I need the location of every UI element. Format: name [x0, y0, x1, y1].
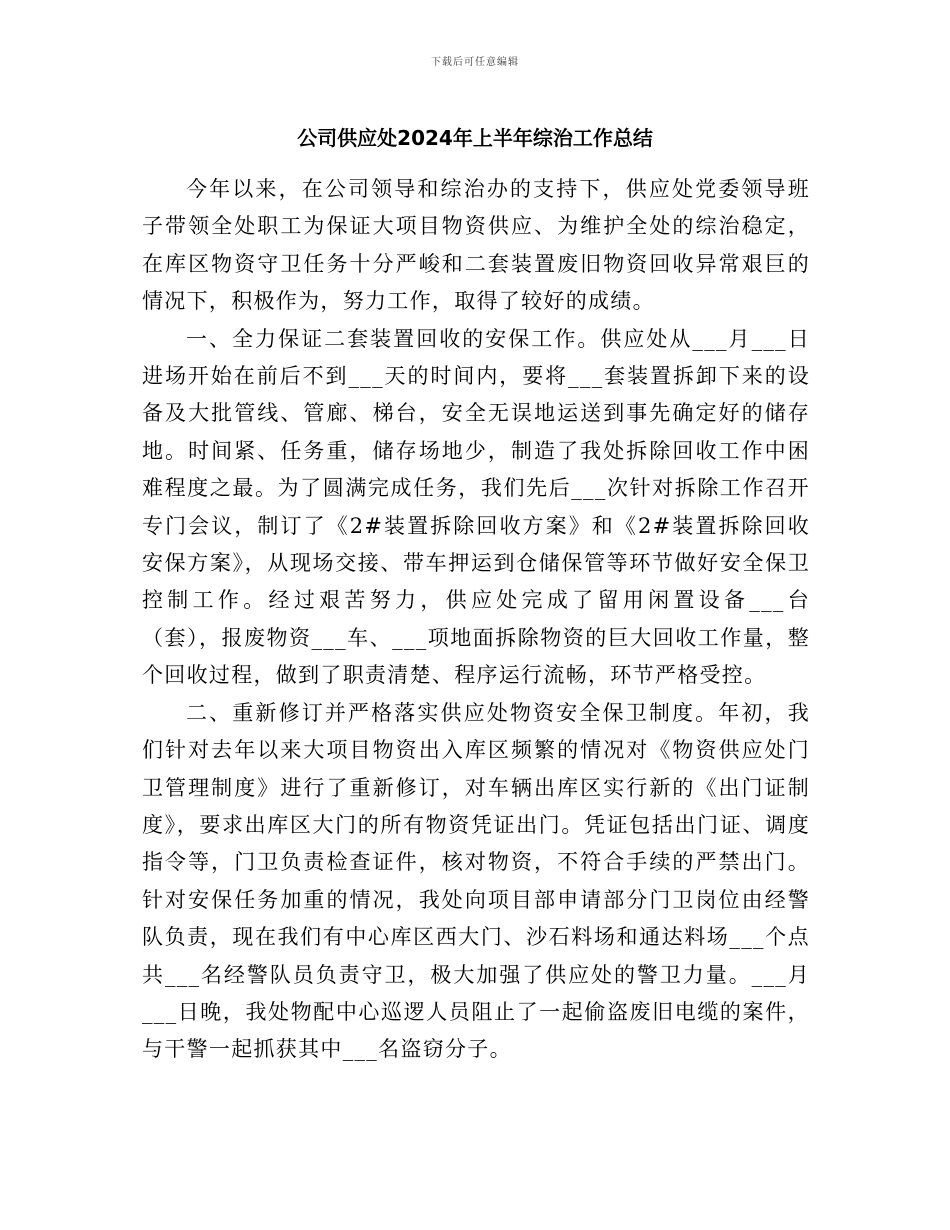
- document-body: [142, 171, 810, 1069]
- paragraph-section-two: 二、重新修订并严格落实供应处物资安全保卫制度。年初，我们针对去年以来大项目物资出入库区频繁的情况对《物资供应处门卫管理制度》进行了重新修订，对车辆出库区实行新的《出门证制度》，要求出库区大门的所有物资凭证出门。凭证包括出门证、调度指令等，门卫负责检查证件，核对物资，不符合手续的严禁出门。针对安保任务加重的情况，我处向项目部申请部分门卫岗位由经警队负责，现在我们有中心库区西大门、沙石料场和通达料场___个点共___名经警队员负责守卫，极大加强了供应处的警卫力量。___月___日晚，我处物配中心巡逻人员阻止了一起偷盗废旧电缆的案件，与干警一起抓获其中___名盗窃分子。: [142, 700, 810, 1062]
- document-title: 公司供应处2024年上半年综治工作总结: [297, 126, 653, 150]
- paragraph-section-one: 一、全力保证二套装置回收的安保工作。供应处从___月___日进场开始在前后不到___天的时间内，要将___套装置拆卸下来的设备及大批管线、管廊、梯台，安全无误地运送到事先确定好的储存地。时间紧、任务重，储存场地少，制造了我处拆除回收工作中困难程度之最。为了圆满完成任务，我们先后___次针对拆除工作召开专门会议，制订了《2#装置拆除回收方案》和《2#装置拆除回收安保方案》，从现场交接、带车押运到仓储保管等环节做好安全保卫控制工作。经过艰苦努力，供应处完成了留用闲置设备___台（套），报废物资___车、___项地面拆除物资的巨大回收工作量，整个回收过程，做到了职责清楚、程序运行流畅，环节严格受控。: [142, 326, 810, 688]
- header-note: 下载后可任意编辑: [431, 57, 519, 68]
- paragraph-intro: 今年以来，在公司领导和综治办的支持下，供应处党委领导班子带领全处职工为保证大项目物资供应、为维护全处的综治稳定，在库区物资守卫任务十分严峻和二套装置废旧物资回收异常艰巨的情况下，积极作为，努力工作，取得了较好的成绩。: [142, 177, 810, 314]
